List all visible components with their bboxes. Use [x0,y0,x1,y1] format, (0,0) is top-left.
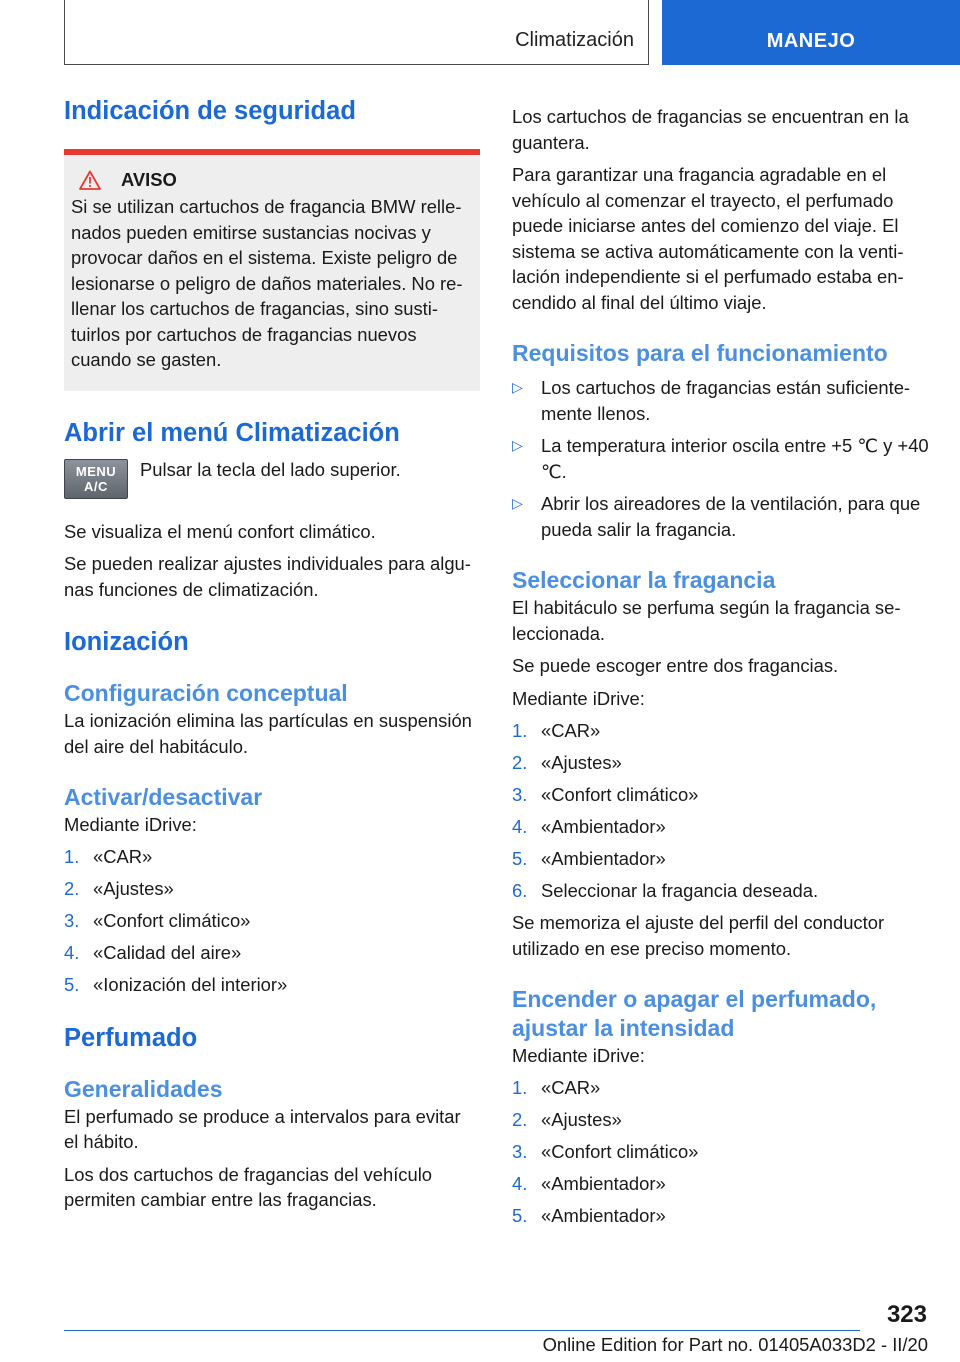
warning-triangle-icon [79,170,101,190]
list-item: 4. «Ambientador» [512,1173,666,1194]
warning-text: Si se utilizan cartuchos de fragancia BMW rellenados pueden emitirse sustancias nocivas y provocar daños en el sistema. Existe peligro de lesionarse o peligro de daños materiales. No rellenar los cartuchos de fragancias, sino sustituirlos por cartuchos de fragancias nuevos cuando se gasten. [71,196,463,370]
header-section-title: Climatización [515,29,634,51]
heading-toggle: Activar/desactivar [64,784,263,810]
list-item: 3. «Confort climático» [64,910,251,931]
paragraph-general-2: Los dos cartuchos de fragancias del vehículo permiten cambiar entre las fragancias. [64,1163,433,1210]
header-chapter-tab[interactable] [662,0,960,65]
heading-select: Seleccionar la fragancia [512,567,776,593]
paragraph-memorized: Se memoriza el ajuste del perfil del conductor utilizado en ese preciso momento. [512,912,885,959]
paragraph-general-1: El perfumado se produce a intervalos para evitar el hábito. [64,1105,461,1152]
footer-rule [64,1330,860,1331]
page-number: 323 [886,1301,927,1328]
list-item: 1. «CAR» [512,1077,601,1098]
paragraph-idrive: Mediante iDrive: [64,814,197,835]
paragraph-settings: Se pueden realizar ajustes individuales para algunas funciones de climatización. [64,553,471,600]
header-chapter-label: MANEJO [766,30,856,52]
left-column [64,95,480,1213]
heading-safety: Indicación de seguridad [64,97,356,125]
paragraph-glovebox: Los cartuchos de fragancias se encuentran en la guantera. [512,106,909,153]
list-item: 3. «Confort climático» [512,1141,699,1162]
menu-key-row [64,457,480,499]
menu-ac-button[interactable] [64,459,128,499]
list-item: 5. «Ambientador» [512,1205,666,1226]
paragraph-concept: La ionización elimina las partículas en suspensión del aire del habitáculo. [64,710,472,757]
select-steps [512,718,930,904]
list-item: ▷ La temperatura interior oscila entre +5 ℃ y +40 ℃. [512,433,930,484]
footer-edition: Online Edition for Part no. 01405A033D2 - II/20 [542,1334,928,1355]
right-column [512,104,930,1229]
triangle-right-icon: ▷ [512,437,523,453]
heading-perfume: Perfumado [64,1023,198,1052]
paragraph-select-2: Se puede escoger entre dos fragancias. [512,655,839,676]
paragraph-select-1: El habitáculo se perfuma según la fragancia seleccionada. [512,597,901,644]
list-item: 4. «Ambientador» [512,815,666,837]
heading-onoff: Encender o apagar el perfumado, ajustar la intensidad [512,986,877,1041]
paragraph-idrive-onoff: Mediante iDrive: [512,1045,645,1066]
warning-title: AVISO [121,169,177,190]
list-item: 1. «CAR» [64,846,153,867]
list-item: 2. «Ajustes» [512,1109,622,1130]
list-item: 2. «Ajustes» [64,878,174,899]
menu-key-bottom-label: A/C [84,478,108,494]
warning-title-row [79,169,473,191]
paragraph-idrive-select: Mediante iDrive: [512,687,645,709]
paragraph-pleasant: Para garantizar una fragancia agradable en el vehículo al comenzar el trayecto, el perfumado puede iniciarse antes del comienzo del viaje. El sistema se activa automáticamente con la ventilación independiente si el perfumado estaba encendido al final del último viaje. [512,164,904,313]
list-item: 2. «Ajustes» [512,751,622,773]
list-item: ▷ Abrir los aireadores de la ventilación, para que pueda salir la fragancia. [512,491,930,542]
list-item: ▷ Los cartuchos de fragancias están suficientemente llenos. [512,375,930,426]
requirements-list [512,375,930,542]
list-item: 6. Seleccionar la fragancia deseada. [512,879,819,901]
warning-box [64,155,480,391]
heading-ionization: Ionización [64,628,189,656]
paragraph-menu-shown: Se visualiza el menú confort climático. [64,520,376,542]
header-section-box [64,0,649,65]
list-item: 5. «Ionización del interior» [64,974,288,995]
list-item: 4. «Calidad del aire» [64,942,242,963]
menu-key-text: Pulsar la tecla del lado superior. [140,458,401,480]
list-item: 1. «CAR» [512,719,601,741]
menu-key-top-label: MENU [75,463,117,479]
heading-requirements: Requisitos para el funcionamiento [512,340,888,366]
triangle-right-icon: ▷ [512,495,523,511]
ionization-steps [64,844,480,998]
triangle-right-icon: ▷ [512,379,523,395]
heading-open-menu: Abrir el menú Climatización [64,418,400,447]
heading-general: Generalidades [64,1075,223,1102]
heading-concept: Configuración conceptual [64,680,348,706]
list-item: 5. «Ambientador» [512,847,666,869]
list-item: 3. «Confort climático» [512,783,699,805]
onoff-steps [512,1075,930,1229]
